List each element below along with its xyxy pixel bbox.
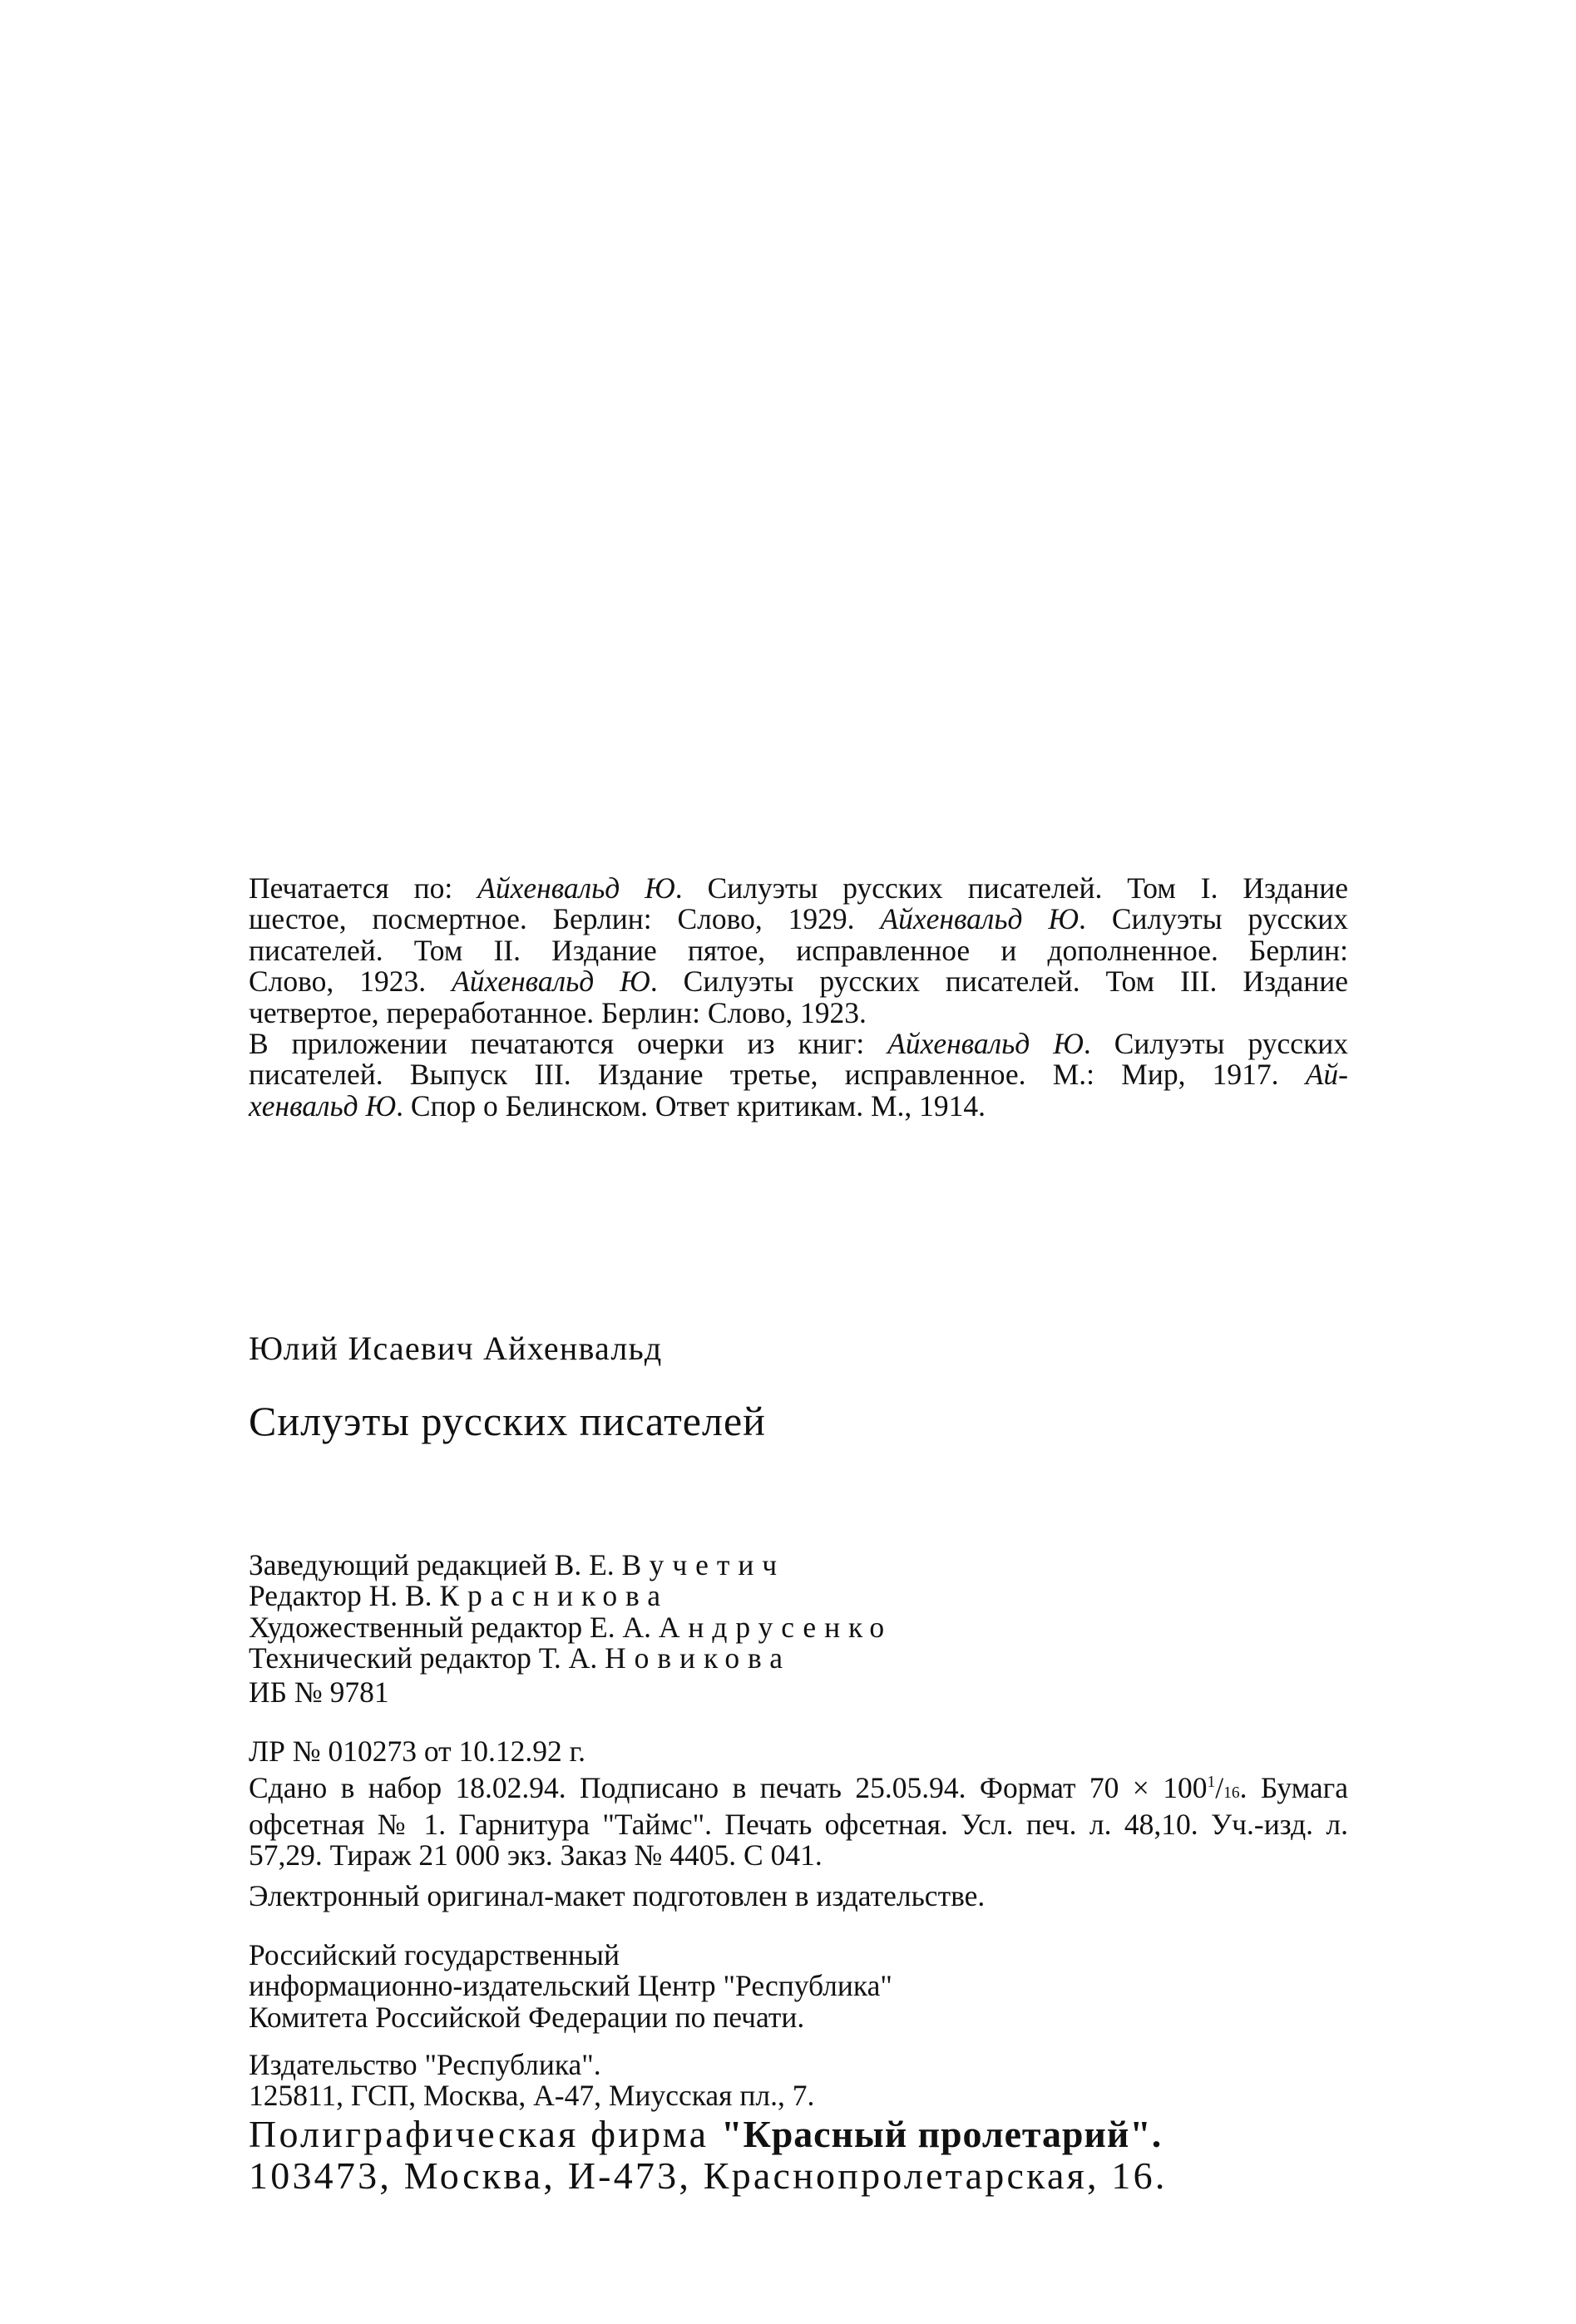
electronic-note (249, 1881, 1348, 1912)
center-line: Комитета Российской Федерации по печати. (249, 2000, 805, 2034)
source-text: писателей. Выпуск III. Издание третье, исправленное. М.: Мир, 1917. (249, 1058, 1306, 1092)
author-ref: Айхенвальд Ю (452, 965, 650, 999)
source-line (249, 1059, 1348, 1090)
publisher-line: Издательство "Республика". (249, 2048, 601, 2081)
staff-name: Вучетич (621, 1548, 786, 1581)
center-line: информационно-издательский Центр "Республика" (249, 1969, 892, 2003)
source-line (249, 966, 1348, 997)
book-author: Юлий Исаевич Айхенвальд (249, 1330, 663, 1367)
author-ref: хенвальд Ю (249, 1088, 397, 1123)
source-line: четвертое, переработанное. Берлин: Слово, 1923. (249, 995, 867, 1029)
source-text: . Силуэты русских (1079, 902, 1348, 936)
book-title: Силуэты русских писателей (249, 1398, 766, 1444)
print-details (249, 1736, 1348, 1871)
format-numerator: 1 (1207, 1774, 1216, 1792)
printer-address: 103473, Москва, И-473, Краснопролетарская, 16. (249, 2154, 1168, 2197)
staff-list (249, 1550, 1348, 1675)
staff-line (249, 1550, 1348, 1581)
staff-line (249, 1612, 1348, 1643)
source-text: . Силуэты русских писателей. Том I. Издание (674, 871, 1348, 905)
format-denominator: 16 (1223, 1784, 1240, 1803)
source-text: В приложении печатаются очерки из книг: (249, 1027, 888, 1061)
staff-role: Технический редактор Т. А. (249, 1641, 605, 1675)
staff-role: Редактор Н. В. (249, 1579, 440, 1613)
author-ref: Айхенвальд Ю (477, 871, 675, 905)
source-line (249, 1029, 1348, 1059)
staff-name: Красникова (439, 1579, 669, 1613)
license-line: ЛР № 010273 от 10.12.92 г. (249, 1734, 586, 1768)
print-line: 57,29. Тираж 21 000 экз. Заказ № 4405. С 041. (249, 1838, 823, 1873)
printer-line (249, 2114, 1348, 2155)
author-ref: Айхенвальд Ю (887, 1027, 1084, 1061)
source-line (249, 1088, 1348, 1123)
print-text: . Бумага (1239, 1771, 1348, 1805)
staff-role: Художественный редактор Е. А. (249, 1610, 659, 1644)
source-text: . Силуэты русских (1083, 1027, 1348, 1061)
publisher-line: 125811, ГСП, Москва, А-47, Миусская пл., 7. (249, 2079, 815, 2113)
format-slash: / (1215, 1771, 1224, 1805)
printer-text: Полиграфическая фирма (249, 2113, 722, 2155)
electronic-text: Электронный оригинал-макет подготовлен в издательстве. (249, 1879, 986, 1912)
staff-line (249, 1581, 1348, 1611)
author-ref: Ай- (1305, 1058, 1348, 1092)
source-line (249, 873, 1348, 904)
staff-name: Андрусенко (658, 1610, 893, 1644)
source-line (249, 904, 1348, 935)
publishing-center (249, 1940, 1348, 2033)
source-text: Слово, 1923. (249, 965, 452, 999)
printer-info (249, 2114, 1348, 2197)
staff-line (249, 1643, 1348, 1674)
publisher-address (249, 2050, 1348, 2112)
ib-text: ИБ № 9781 (249, 1675, 389, 1709)
source-text: Печатается по: (249, 871, 478, 905)
printer-name: "Красный пролетарий". (721, 2113, 1163, 2155)
source-line: писателей. Том II. Издание пятое, исправленное и дополненное. Берлин: (249, 933, 1348, 967)
staff-role: Заведующий редакцией В. Е. (249, 1548, 622, 1581)
print-line (249, 1767, 1348, 1808)
source-note (249, 873, 1348, 1122)
staff-name: Новикова (605, 1641, 791, 1675)
print-line: офсетная № 1. Гарнитура "Таймс". Печать офсетная. Усл. печ. л. 48,10. Уч.-изд. л. (249, 1807, 1348, 1841)
author-ref: Айхенвальд Ю (880, 902, 1079, 936)
source-text: . Спор о Белинском. Ответ критикам. М., 1914. (396, 1088, 986, 1123)
center-line: Российский государственный (249, 1938, 620, 1971)
ib-number (249, 1677, 1348, 1708)
source-text: . Силуэты русских писателей. Том III. Издание (650, 965, 1348, 999)
print-text: Сдано в набор 18.02.94. Подписано в печать 25.05.94. Формат 70 × 100 (249, 1771, 1208, 1805)
source-text: шестое, посмертное. Берлин: Слово, 1929. (249, 902, 881, 936)
